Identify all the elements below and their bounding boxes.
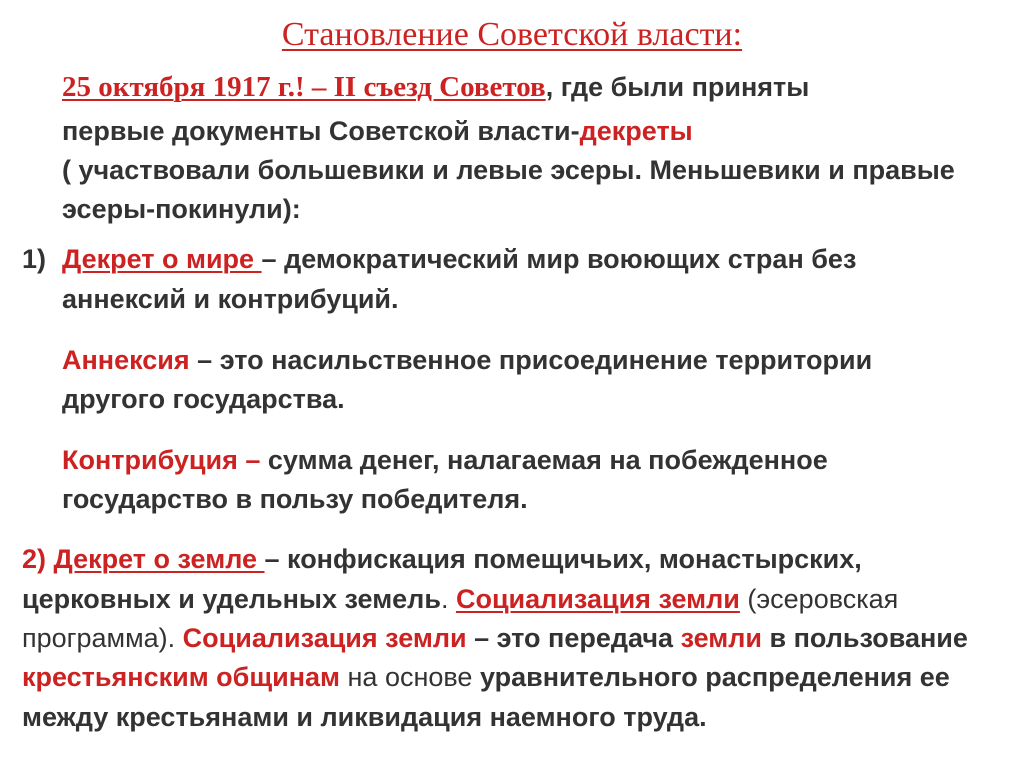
decree-2-text-3b: – это передача [466,623,681,653]
decree-1-line-2: аннексий и контрибуций. [62,284,399,314]
decree-2-line-3 [22,620,968,657]
intro-line-2 [62,113,693,150]
decree-2-text-4a: на основе [340,662,480,692]
intro-text-1: , где были приняты [545,72,810,102]
decree-2-line-2 [22,581,898,618]
decree-2-line-5: между крестьянами и ликвидация наемного труда. [22,702,707,732]
annexation-line-2: другого государства. [62,384,345,414]
decree-2-text-3c: в пользование [762,623,968,653]
decrees-term: декреты [579,116,693,146]
intro-line-1 [62,69,809,106]
annexation-text-1: – это насильственное присоединение территории [189,345,873,375]
decree-2-text-3a: программа). [22,623,183,653]
decree-2-text-2a: церковных и удельных земель [22,584,441,614]
decree-2-text-4b: уравнительного распределения ее [479,662,950,692]
contribution-line-1 [62,442,828,479]
decree-1-title: Декрет о мире [62,244,262,274]
annexation-term: Аннексия [62,345,190,375]
decree-2-line-4 [22,659,950,696]
annexation-line-1 [62,342,872,379]
socialization-term: Социализация земли [182,623,467,653]
contribution-text-1: сумма денег, налагаемая на побежденное [260,445,828,475]
peasant-communities-term: крестьянским общинам [22,662,341,692]
land-term: земли [680,623,763,653]
decree-2-text-1: – конфискация помещичьих, монастырских, [264,544,862,574]
decree-2-text-2b: . [440,584,456,614]
decree-2-text-2c: (эсеровская [739,584,899,614]
decree-2-line-1 [22,541,862,578]
socialization-term-underlined: Социализация земли [455,584,740,614]
decree-1-text-1: – демократический мир воюющих стран без [261,244,857,274]
decree-2-number: 2) [22,544,47,574]
congress-date-label: 25 октября 1917 г.! – II съезд Советов [62,71,546,103]
contribution-line-2: государство в пользу победителя. [62,484,528,514]
decree-1-number: 1) [22,244,47,274]
contribution-term: Контрибуция – [62,445,261,475]
intro-line-3: ( участвовали большевики и левые эсеры. Меньшевики и правые [62,155,955,185]
intro-text-2: первые документы Советской власти- [62,116,580,146]
intro-line-4: эсеры-покинули): [62,194,301,224]
page-title: Становление Советской власти: [281,16,743,53]
decree-1-line-1 [62,241,856,278]
decree-2-title: Декрет о земле [53,544,265,574]
